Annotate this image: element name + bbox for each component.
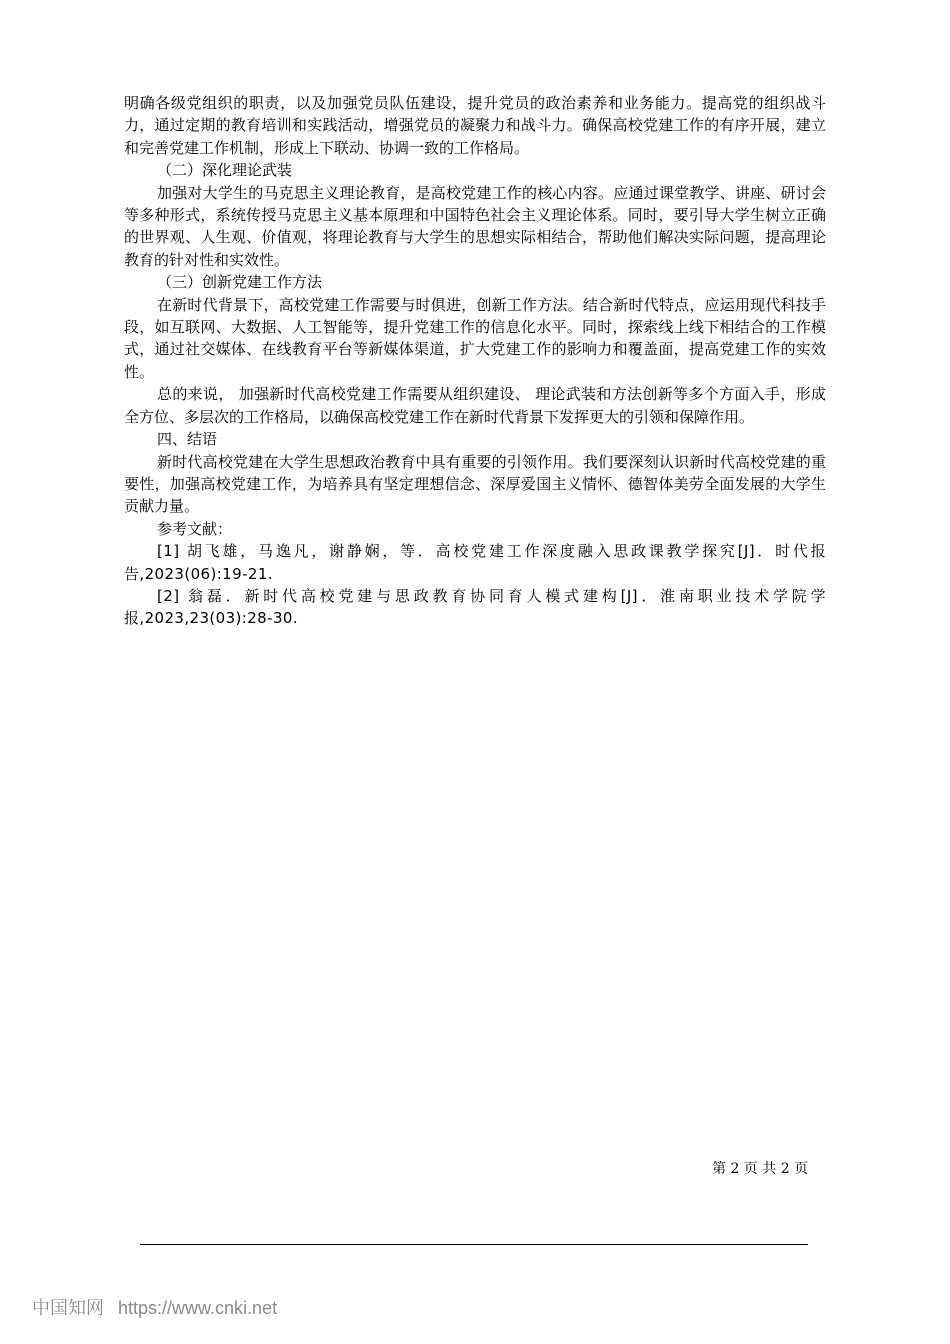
- paragraph-continued: 明确各级党组织的职责，以及加强党员队伍建设，提升党员的政治素养和业务能力。提高党的组织战斗力，通过定期的教育培训和实践活动，增强党员的凝聚力和战斗力。确保高校党建工作的有序开展，建立和完善党建工作机制，形成上下联动、协调一致的工作格局。: [124, 94, 826, 157]
- watermark-site-name: 中国知网: [32, 1298, 104, 1319]
- paragraph-conclusion: 新时代高校党建在大学生思想政治教育中具有重要的引领作用。我们要深刻认识新时代高校党建的重要性，加强高校党建工作，为培养具有坚定理想信念、深厚爱国主义情怀、德智体美劳全面发展的大学生贡献力量。: [124, 452, 826, 516]
- document-body: [124, 92, 826, 630]
- section-heading-2: （二）深化理论武装: [157, 161, 293, 180]
- references-heading: 参考文献：: [157, 519, 233, 538]
- reference-item-2: [2] 翁磊．新时代高校党建与思政教育协同育人模式建构[J]．淮南职业技术学院学报,2023,23(03):28-30.: [124, 586, 826, 628]
- paragraph-methods: 在新时代背景下，高校党建工作需要与时俱进，创新工作方法。结合新时代特点，应运用现代科技手段，如互联网、大数据、人工智能等，提升党建工作的信息化水平。同时，探索线上线下相结合的工作模式，通过社交媒体、在线教育平台等新媒体渠道，扩大党建工作的影响力和覆盖面，提高党建工作的实效性。: [124, 295, 826, 381]
- page-number: 第 2 页 共 2 页: [712, 1161, 809, 1177]
- paragraph-summary: 总的来说， 加强新时代高校党建工作需要从组织建设、 理论武装和方法创新等多个方面入手，形成全方位、多层次的工作格局，以确保高校党建工作在新时代背景下发挥更大的引领和保障作用。: [124, 385, 826, 426]
- cnki-watermark: [32, 1294, 277, 1320]
- section-heading-3: （三）创新党建工作方法: [157, 273, 323, 292]
- section-heading-conclusion: 四、结语: [157, 430, 218, 449]
- footer-divider: [140, 1244, 808, 1245]
- watermark-url: https://www.cnki.net: [118, 1298, 278, 1318]
- reference-item-1: [1] 胡飞雄，马逸凡，谢静娴，等．高校党建工作深度融入思政课教学探究[J]．时代报告,2023(06):19-21.: [124, 542, 826, 583]
- paragraph-theory: 加强对大学生的马克思主义理论教育，是高校党建工作的核心内容。应通过课堂教学、讲座、研讨会等多种形式，系统传授马克思主义基本原理和中国特色社会主义理论体系。同时，要引导大学生树立正确的世界观、人生观、价值观，将理论教育与大学生的思想实际相结合，帮助他们解决实际问题，提高理论教育的针对性和实效性。: [124, 183, 826, 269]
